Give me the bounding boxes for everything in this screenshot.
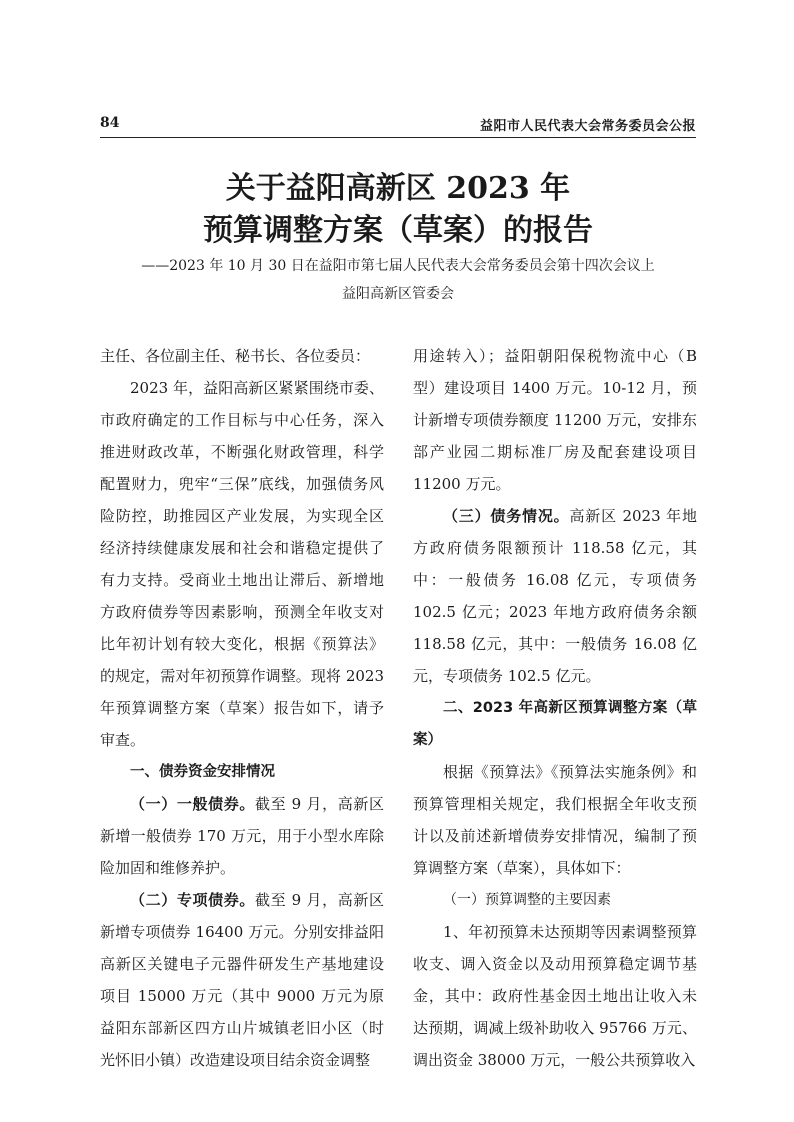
debt-label: （三）债务情况。 — [443, 507, 570, 525]
debt-text: 高新区 2023 年地方政府债务限额预计 118.58 亿元，其中：一般债务 16.08 亿元，专项债务 102.5 亿元；2023 年地方政府债务余额 118.58 亿元，其中：一般债务 16.08 亿元，专项债务 102.5 亿元。 — [413, 507, 697, 685]
general-bond-label: （一）一般债券。 — [130, 795, 255, 813]
document-subtitle: ——2023 年 10 月 30 日在益阳市第七届人民代表大会常务委员会第十四次会议上 — [141, 258, 655, 274]
title-line-2: 预算调整方案（草案）的报告 — [203, 213, 593, 248]
special-bond-paragraph — [100, 884, 384, 1076]
intro-paragraph: 2023 年，益阳高新区紧紧围绕市委、市政府确定的工作目标与中心任务，深入推进财政改革，不断强化财政管理，科学配置财力，兜牢“三保”底线，加强债务风险防控，助推园区产业发展，为实现全区经济持续健康发展和社会和谐稳定提供了有力支持。受商业土地出让滞后、新增地方政府债券等因素影响，预测全年收支对比年初计划有较大变化，根据《预算法》的规定，需对年初预算作调整。现将 2023 年预算调整方案（草案）报告如下，请予审查。 — [100, 379, 384, 749]
continuation-paragraph: 用途转入）；益阳朝阳保税物流中心（B 型）建设项目 1400 万元。10-12 月，预计新增专项债券额度 11200 万元，安排东部产业园二期标准厂房及配套建设项目 11200 万元。 — [413, 347, 697, 493]
special-bond-text: 截至 9 月，高新区新增专项债券 16400 万元。分别安排益阳高新区关键电子元器件研发生产基地建设项目 15000 万元（其中 9000 万元为原益阳东部新区四方山片城镇老旧小区（时光怀旧小镇）改造建设项目结余资金调整 — [100, 891, 384, 1069]
general-bond-paragraph — [100, 788, 384, 884]
document-author: 益阳高新区管委会 — [342, 286, 454, 302]
page-header — [100, 113, 696, 138]
salutation: 主任、各位副主任、秘书长、各位委员： — [100, 347, 371, 365]
left-column — [100, 340, 384, 1076]
section2-intro: 根据《预算法》《预算法实施条例》和预算管理相关规定，我们根据全年收支预计以及前述新增债券安排情况，编制了预算调整方案（草案），具体如下： — [413, 763, 697, 877]
right-column — [413, 340, 697, 1076]
journal-name: 益阳市人民代表大会常务委员会公报 — [479, 119, 696, 134]
special-bond-label: （二）专项债券。 — [130, 891, 255, 909]
general-bond-text: 截至 9 月，高新区新增一般债券 170 万元，用于小型水库除险加固和维修养护。 — [100, 795, 384, 877]
document-title — [100, 168, 696, 252]
section1-heading: 一、债券资金安排情况 — [130, 764, 275, 780]
item1-paragraph: 1、年初预算未达预期等因素调整预算收支、调入资金以及动用预算稳定调节基金，其中：政府性基金因土地出让收入未达预期，调减上级补助收入 95766 万元、调出资金 38000 万元，一般公共预算收入 — [413, 923, 697, 1069]
debt-paragraph — [413, 500, 697, 692]
title-line-1: 关于益阳高新区 2023 年 — [225, 171, 571, 206]
subsection-heading: （一）预算调整的主要因素 — [443, 892, 611, 908]
section2-heading: 二、2023 年高新区预算调整方案（草案） — [413, 700, 697, 748]
page-number: 84 — [100, 115, 120, 131]
